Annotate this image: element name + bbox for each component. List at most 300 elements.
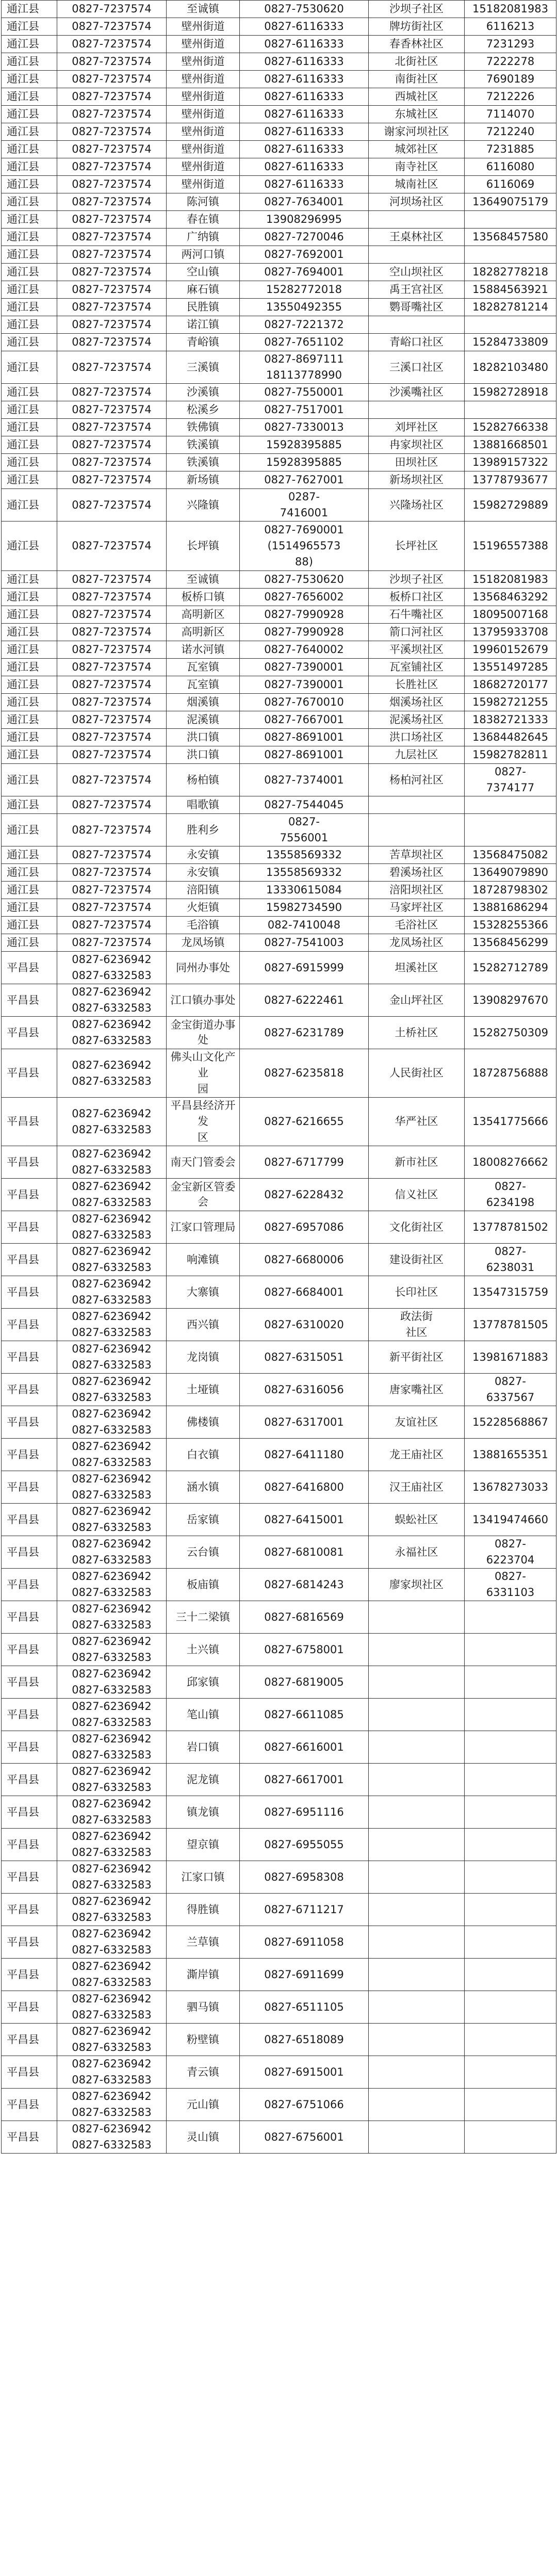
- county-phone-cell: 0827-6236942 0827-6332583: [57, 2089, 167, 2121]
- town-phone-cell: 0827-6617001: [240, 1764, 369, 1796]
- town-cell: 永安镇: [167, 846, 240, 864]
- county-cell: 通江县: [2, 641, 57, 659]
- table-row: [2, 764, 556, 796]
- county-cell: 平昌县: [2, 2089, 57, 2121]
- community-phone-cell: 13778781505: [465, 1309, 556, 1341]
- town-phone-cell: 13558569332: [240, 864, 369, 882]
- town-cell: 长坪镇: [167, 521, 240, 571]
- county-phone-cell: 0827-7237574: [57, 917, 167, 934]
- table-row: [2, 917, 556, 934]
- table-row: [2, 1179, 556, 1211]
- table-row: [2, 211, 556, 229]
- county-cell: 通江县: [2, 176, 57, 193]
- table-row: [2, 176, 556, 193]
- community-phone-cell: [465, 1764, 556, 1796]
- town-phone-cell: 0827-6911058: [240, 1926, 369, 1959]
- town-cell: 烟溪镇: [167, 694, 240, 711]
- town-phone-cell: 0827-6756001: [240, 2121, 369, 2154]
- community-phone-cell: [465, 1731, 556, 1764]
- town-phone-cell: 0827-6915001: [240, 2056, 369, 2089]
- town-phone-cell: 0827-7694001: [240, 264, 369, 281]
- county-phone-cell: 0827-7237574: [57, 694, 167, 711]
- community-cell: 刘坪社区: [369, 419, 465, 436]
- county-phone-cell: 0827-6236942 0827-6332583: [57, 952, 167, 984]
- community-cell: [369, 1829, 465, 1861]
- table-row: [2, 1309, 556, 1341]
- community-cell: [369, 1764, 465, 1796]
- community-phone-cell: 13541775666: [465, 1098, 556, 1146]
- county-phone-cell: 0827-6236942 0827-6332583: [57, 1634, 167, 1666]
- community-phone-cell: 13778781502: [465, 1211, 556, 1244]
- town-cell: 民胜镇: [167, 299, 240, 316]
- county-phone-cell: 0827-7237574: [57, 471, 167, 489]
- table-row: [2, 2121, 556, 2154]
- town-cell: 泥溪镇: [167, 711, 240, 729]
- community-phone-cell: 6116069: [465, 176, 556, 193]
- county-cell: 通江县: [2, 299, 57, 316]
- town-cell: 壁州街道: [167, 158, 240, 176]
- community-cell: 三溪口社区: [369, 351, 465, 384]
- town-cell: 春在镇: [167, 211, 240, 229]
- town-phone-cell: 0827-7221372: [240, 316, 369, 334]
- community-cell: [369, 796, 465, 814]
- town-cell: 岳家镇: [167, 1504, 240, 1536]
- county-phone-cell: 0827-6236942 0827-6332583: [57, 1017, 167, 1049]
- town-cell: 平昌县经济开发 区: [167, 1098, 240, 1146]
- town-phone-cell: 0827-6957086: [240, 1211, 369, 1244]
- county-cell: 通江县: [2, 864, 57, 882]
- town-cell: 云台镇: [167, 1536, 240, 1569]
- county-phone-cell: 0827-7237574: [57, 246, 167, 264]
- town-phone-cell: 0827-6116333: [240, 53, 369, 71]
- county-phone-cell: 0827-6236942 0827-6332583: [57, 1699, 167, 1731]
- town-cell: 江口镇办事处: [167, 984, 240, 1017]
- town-cell: 佛头山文化产业 园: [167, 1049, 240, 1098]
- town-phone-cell: 0827-7390001: [240, 676, 369, 694]
- town-phone-cell: 0827-6116333: [240, 36, 369, 53]
- county-phone-cell: 0827-6236942 0827-6332583: [57, 1764, 167, 1796]
- county-cell: 平昌县: [2, 1017, 57, 1049]
- community-phone-cell: 15282766338: [465, 419, 556, 436]
- town-cell: 大寨镇: [167, 1276, 240, 1309]
- community-cell: [369, 2024, 465, 2056]
- county-cell: 平昌县: [2, 1959, 57, 1991]
- community-cell: 人民街社区: [369, 1049, 465, 1098]
- community-cell: 田坝社区: [369, 454, 465, 471]
- community-phone-cell: 7212240: [465, 123, 556, 141]
- county-cell: 通江县: [2, 123, 57, 141]
- community-cell: [369, 316, 465, 334]
- town-cell: 至诚镇: [167, 571, 240, 589]
- county-phone-cell: 0827-7237574: [57, 846, 167, 864]
- town-cell: 金宝新区管委会: [167, 1179, 240, 1211]
- community-cell: 廖家坝社区: [369, 1569, 465, 1601]
- community-phone-cell: 15982782811: [465, 746, 556, 764]
- town-cell: 响滩镇: [167, 1244, 240, 1276]
- community-phone-cell: 13881668501: [465, 436, 556, 454]
- town-phone-cell: 13330615084: [240, 882, 369, 899]
- county-cell: 平昌县: [2, 1601, 57, 1634]
- community-phone-cell: [465, 1699, 556, 1731]
- table-row: [2, 471, 556, 489]
- county-cell: 通江县: [2, 711, 57, 729]
- county-phone-cell: 0827-7237574: [57, 281, 167, 299]
- town-phone-cell: 0827-8691001: [240, 729, 369, 746]
- town-cell: 松溪乡: [167, 401, 240, 419]
- community-cell: 金山坪社区: [369, 984, 465, 1017]
- county-cell: 通江县: [2, 106, 57, 123]
- town-phone-cell: 0827-6758001: [240, 1634, 369, 1666]
- table-row: [2, 1601, 556, 1634]
- county-phone-cell: 0827-6236942 0827-6332583: [57, 1211, 167, 1244]
- town-cell: 永安镇: [167, 864, 240, 882]
- community-cell: [369, 1861, 465, 1894]
- community-cell: 石牛嘴社区: [369, 606, 465, 624]
- county-cell: 平昌县: [2, 1764, 57, 1796]
- county-cell: 通江县: [2, 796, 57, 814]
- table-row: [2, 1439, 556, 1471]
- table-row: [2, 521, 556, 571]
- community-cell: 汉王庙社区: [369, 1471, 465, 1504]
- community-phone-cell: [465, 1666, 556, 1699]
- community-cell: 马家坪社区: [369, 899, 465, 917]
- community-phone-cell: 18095007168: [465, 606, 556, 624]
- county-phone-cell: 0827-6236942 0827-6332583: [57, 2024, 167, 2056]
- town-phone-cell: 0827-7634001: [240, 193, 369, 211]
- table-row: [2, 88, 556, 106]
- town-phone-cell: 0827-6955055: [240, 1829, 369, 1861]
- community-phone-cell: 18682720177: [465, 676, 556, 694]
- county-phone-cell: 0827-7237574: [57, 624, 167, 641]
- community-cell: 友谊社区: [369, 1406, 465, 1439]
- town-phone-cell: 0827-7627001: [240, 471, 369, 489]
- table-row: [2, 1829, 556, 1861]
- community-phone-cell: 7212226: [465, 88, 556, 106]
- town-cell: 龙凤场镇: [167, 934, 240, 952]
- town-cell: 笔山镇: [167, 1699, 240, 1731]
- table-row: [2, 158, 556, 176]
- town-phone-cell: 0827-6116333: [240, 18, 369, 36]
- county-cell: 平昌县: [2, 952, 57, 984]
- community-phone-cell: 13908297670: [465, 984, 556, 1017]
- community-phone-cell: [465, 1959, 556, 1991]
- table-row: [2, 299, 556, 316]
- county-cell: 平昌县: [2, 1179, 57, 1211]
- community-cell: 洪口场社区: [369, 729, 465, 746]
- town-cell: 板庙镇: [167, 1569, 240, 1601]
- table-row: [2, 419, 556, 436]
- county-cell: 通江县: [2, 36, 57, 53]
- county-cell: 通江县: [2, 88, 57, 106]
- town-phone-cell: 0827-7517001: [240, 401, 369, 419]
- county-cell: 通江县: [2, 489, 57, 521]
- table-row: [2, 1471, 556, 1504]
- town-phone-cell: 0827-6717799: [240, 1146, 369, 1179]
- community-cell: 永福社区: [369, 1536, 465, 1569]
- community-phone-cell: [465, 316, 556, 334]
- county-cell: 通江县: [2, 229, 57, 246]
- table-row: [2, 984, 556, 1017]
- town-cell: 诺水河镇: [167, 641, 240, 659]
- community-phone-cell: [465, 2056, 556, 2089]
- county-cell: 通江县: [2, 764, 57, 796]
- county-cell: 通江县: [2, 71, 57, 88]
- county-cell: 平昌县: [2, 2121, 57, 2154]
- county-phone-cell: 0827-6236942 0827-6332583: [57, 1179, 167, 1211]
- table-row: [2, 571, 556, 589]
- county-phone-cell: 0827-7237574: [57, 796, 167, 814]
- county-phone-cell: 0827-7237574: [57, 571, 167, 589]
- county-phone-cell: 0827-7237574: [57, 401, 167, 419]
- town-cell: 唱歌镇: [167, 796, 240, 814]
- community-phone-cell: 18282103480: [465, 351, 556, 384]
- town-cell: 沙溪镇: [167, 384, 240, 401]
- table-row: [2, 1926, 556, 1959]
- community-phone-cell: 15284733809: [465, 334, 556, 351]
- community-phone-cell: 13568475082: [465, 846, 556, 864]
- town-phone-cell: 0827-7990928: [240, 606, 369, 624]
- table-row: [2, 1731, 556, 1764]
- county-cell: 通江县: [2, 899, 57, 917]
- town-phone-cell: 0827-6711217: [240, 1894, 369, 1926]
- town-phone-cell: 0827-6915999: [240, 952, 369, 984]
- county-cell: 平昌县: [2, 1536, 57, 1569]
- town-cell: 洪口镇: [167, 746, 240, 764]
- county-cell: 通江县: [2, 141, 57, 158]
- town-phone-cell: 0827-6810081: [240, 1536, 369, 1569]
- community-phone-cell: 0827- 6238031: [465, 1244, 556, 1276]
- town-phone-cell: 0827-6228432: [240, 1179, 369, 1211]
- town-phone-cell: 0827-7640002: [240, 641, 369, 659]
- county-cell: 通江县: [2, 18, 57, 36]
- table-row: [2, 436, 556, 454]
- county-phone-cell: 0827-7237574: [57, 746, 167, 764]
- town-phone-cell: 0827-6315051: [240, 1341, 369, 1374]
- town-cell: 兴隆镇: [167, 489, 240, 521]
- county-phone-cell: 0827-6236942 0827-6332583: [57, 1471, 167, 1504]
- community-phone-cell: 13649075179: [465, 193, 556, 211]
- community-phone-cell: 13795933708: [465, 624, 556, 641]
- community-cell: [369, 1959, 465, 1991]
- town-phone-cell: 0827-7690001 (1514965573 88): [240, 521, 369, 571]
- community-phone-cell: 0827- 6234198: [465, 1179, 556, 1211]
- community-phone-cell: 13881686294: [465, 899, 556, 917]
- county-cell: 通江县: [2, 419, 57, 436]
- town-phone-cell: 0827-7530620: [240, 571, 369, 589]
- county-phone-cell: 0827-6236942 0827-6332583: [57, 1569, 167, 1601]
- community-phone-cell: 15182081983: [465, 1, 556, 18]
- community-cell: [369, 1731, 465, 1764]
- county-phone-cell: 0827-6236942 0827-6332583: [57, 1991, 167, 2024]
- county-cell: 平昌县: [2, 1471, 57, 1504]
- community-cell: 政法街 社区: [369, 1309, 465, 1341]
- community-phone-cell: 0827- 6223704: [465, 1536, 556, 1569]
- community-phone-cell: [465, 1926, 556, 1959]
- community-cell: [369, 401, 465, 419]
- county-phone-cell: 0827-6236942 0827-6332583: [57, 1504, 167, 1536]
- table-row: [2, 123, 556, 141]
- table-row: [2, 1276, 556, 1309]
- county-phone-cell: 0827-7237574: [57, 264, 167, 281]
- community-cell: 长胜社区: [369, 676, 465, 694]
- community-phone-cell: 18728756888: [465, 1049, 556, 1098]
- county-phone-cell: 0827-7237574: [57, 36, 167, 53]
- county-cell: 通江县: [2, 351, 57, 384]
- community-phone-cell: 0827- 7374177: [465, 764, 556, 796]
- town-cell: 瓦室镇: [167, 676, 240, 694]
- county-phone-cell: 0827-7237574: [57, 1, 167, 18]
- community-cell: 长坪社区: [369, 521, 465, 571]
- county-phone-cell: 0827-6236942 0827-6332583: [57, 1439, 167, 1471]
- county-phone-cell: 0827-7237574: [57, 193, 167, 211]
- county-phone-cell: 0827-7237574: [57, 106, 167, 123]
- community-cell: 西城社区: [369, 88, 465, 106]
- table-row: [2, 246, 556, 264]
- community-phone-cell: [465, 1991, 556, 2024]
- town-phone-cell: 13908296995: [240, 211, 369, 229]
- town-cell: 元山镇: [167, 2089, 240, 2121]
- town-phone-cell: 0827-6231789: [240, 1017, 369, 1049]
- town-phone-cell: 0827-6116333: [240, 141, 369, 158]
- table-row: [2, 281, 556, 299]
- county-cell: 平昌县: [2, 1569, 57, 1601]
- town-cell: 驷马镇: [167, 1991, 240, 2024]
- county-cell: 平昌县: [2, 1699, 57, 1731]
- town-cell: 西兴镇: [167, 1309, 240, 1341]
- community-phone-cell: 13989157322: [465, 454, 556, 471]
- community-cell: [369, 1894, 465, 1926]
- community-phone-cell: 18382721333: [465, 711, 556, 729]
- table-row: [2, 1991, 556, 2024]
- town-cell: 土兴镇: [167, 1634, 240, 1666]
- county-phone-cell: 0827-7237574: [57, 176, 167, 193]
- table-row: [2, 846, 556, 864]
- community-cell: 禹王宫社区: [369, 281, 465, 299]
- town-phone-cell: 0287- 7416001: [240, 489, 369, 521]
- county-cell: 通江县: [2, 846, 57, 864]
- table-row: [2, 641, 556, 659]
- county-phone-cell: 0827-7237574: [57, 764, 167, 796]
- county-cell: 通江县: [2, 624, 57, 641]
- town-cell: 望京镇: [167, 1829, 240, 1861]
- town-cell: 青云镇: [167, 2056, 240, 2089]
- town-cell: 镇龙镇: [167, 1796, 240, 1829]
- town-cell: 南天门管委会: [167, 1146, 240, 1179]
- table-row: [2, 1764, 556, 1796]
- town-phone-cell: 0827-6958308: [240, 1861, 369, 1894]
- town-cell: 广纳镇: [167, 229, 240, 246]
- town-phone-cell: 15928395885: [240, 436, 369, 454]
- county-phone-cell: 0827-6236942 0827-6332583: [57, 1341, 167, 1374]
- county-cell: 平昌县: [2, 1439, 57, 1471]
- community-phone-cell: 6116213: [465, 18, 556, 36]
- community-phone-cell: 18282778218: [465, 264, 556, 281]
- table-row: [2, 711, 556, 729]
- community-cell: 烟溪场社区: [369, 694, 465, 711]
- county-phone-cell: 0827-6236942 0827-6332583: [57, 1374, 167, 1406]
- community-cell: 蜈蚣社区: [369, 1504, 465, 1536]
- community-cell: 瓦室铺社区: [369, 659, 465, 676]
- town-cell: 涪阳镇: [167, 882, 240, 899]
- county-phone-cell: 0827-6236942 0827-6332583: [57, 1666, 167, 1699]
- table-row: [2, 589, 556, 606]
- county-phone-cell: 0827-6236942 0827-6332583: [57, 1861, 167, 1894]
- town-cell: 高明新区: [167, 624, 240, 641]
- community-phone-cell: 0827- 6337567: [465, 1374, 556, 1406]
- town-cell: 壁州街道: [167, 36, 240, 53]
- community-phone-cell: [465, 1829, 556, 1861]
- community-cell: 信义社区: [369, 1179, 465, 1211]
- county-phone-cell: 0827-7237574: [57, 864, 167, 882]
- county-phone-cell: 0827-7237574: [57, 211, 167, 229]
- community-phone-cell: 7222278: [465, 53, 556, 71]
- table-row: [2, 1796, 556, 1829]
- community-phone-cell: 15228568867: [465, 1406, 556, 1439]
- town-phone-cell: 0827-7670010: [240, 694, 369, 711]
- town-cell: 壁州街道: [167, 88, 240, 106]
- town-cell: 白衣镇: [167, 1439, 240, 1471]
- county-cell: 平昌县: [2, 984, 57, 1017]
- county-cell: 通江县: [2, 264, 57, 281]
- town-phone-cell: 0827-7656002: [240, 589, 369, 606]
- community-phone-cell: 6116080: [465, 158, 556, 176]
- community-cell: 春香林社区: [369, 36, 465, 53]
- table-row: [2, 899, 556, 917]
- town-phone-cell: 0827-7390001: [240, 659, 369, 676]
- community-cell: 沙坝子社区: [369, 571, 465, 589]
- county-phone-cell: 0827-6236942 0827-6332583: [57, 1926, 167, 1959]
- town-cell: 江家口镇: [167, 1861, 240, 1894]
- town-phone-cell: 0827-6310020: [240, 1309, 369, 1341]
- town-cell: 江家口管理局: [167, 1211, 240, 1244]
- table-row: [2, 36, 556, 53]
- county-cell: 平昌县: [2, 1406, 57, 1439]
- table-row: [2, 1374, 556, 1406]
- county-cell: 平昌县: [2, 1861, 57, 1894]
- town-phone-cell: 0827-7667001: [240, 711, 369, 729]
- county-phone-cell: 0827-7237574: [57, 814, 167, 846]
- table-row: [2, 659, 556, 676]
- community-phone-cell: [465, 1894, 556, 1926]
- community-phone-cell: 15282750309: [465, 1017, 556, 1049]
- community-cell: 城郊社区: [369, 141, 465, 158]
- table-row: [2, 264, 556, 281]
- town-phone-cell: 0827-7270046: [240, 229, 369, 246]
- community-cell: [369, 1991, 465, 2024]
- community-cell: 空山坝社区: [369, 264, 465, 281]
- community-phone-cell: 15196557388: [465, 521, 556, 571]
- county-phone-cell: 0827-7237574: [57, 158, 167, 176]
- town-cell: 壁州街道: [167, 18, 240, 36]
- county-cell: 通江县: [2, 53, 57, 71]
- town-cell: 空山镇: [167, 264, 240, 281]
- county-cell: 平昌县: [2, 1829, 57, 1861]
- town-phone-cell: 0827-6751066: [240, 2089, 369, 2121]
- town-phone-cell: 13550492355: [240, 299, 369, 316]
- community-phone-cell: 13568463292: [465, 589, 556, 606]
- community-cell: 九层社区: [369, 746, 465, 764]
- table-row: [2, 1017, 556, 1049]
- community-cell: [369, 246, 465, 264]
- community-cell: 箭口河社区: [369, 624, 465, 641]
- town-phone-cell: 0827-6911699: [240, 1959, 369, 1991]
- table-row: [2, 1634, 556, 1666]
- county-phone-cell: 0827-7237574: [57, 71, 167, 88]
- community-phone-cell: 18282781214: [465, 299, 556, 316]
- community-phone-cell: 15982721255: [465, 694, 556, 711]
- table-row: [2, 694, 556, 711]
- county-phone-cell: 0827-6236942 0827-6332583: [57, 1309, 167, 1341]
